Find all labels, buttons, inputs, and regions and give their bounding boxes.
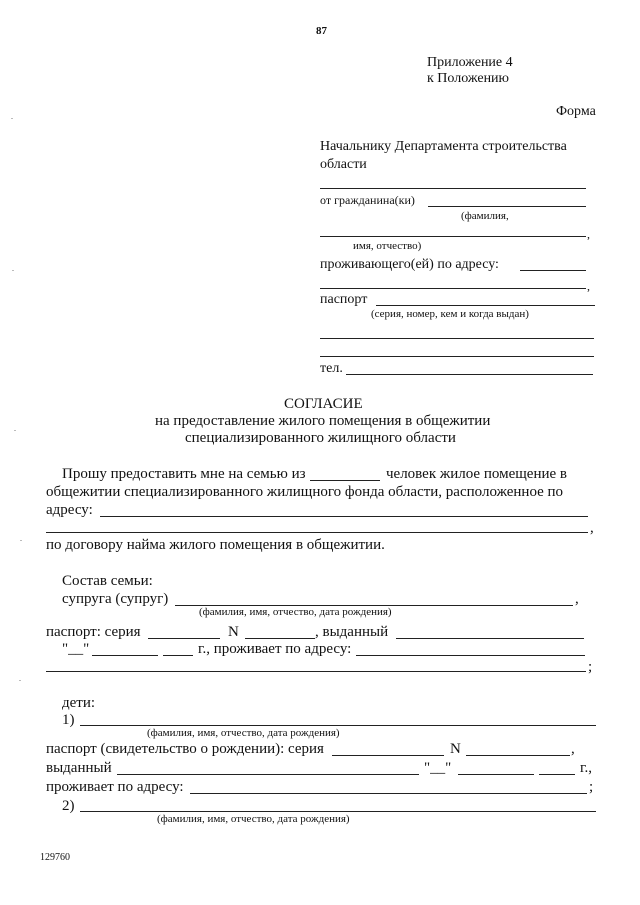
comma: , — [590, 520, 594, 536]
blank-line-child-date-year — [539, 774, 575, 775]
appendix-line-2: к Положению — [427, 71, 510, 86]
child-year-label: г., — [580, 760, 592, 776]
spouse-label: супруга (супруг) — [62, 591, 169, 607]
spouse-end: , — [575, 591, 579, 607]
scan-speck — [11, 118, 13, 119]
addressee-line-2: области — [320, 157, 367, 172]
child-date-quote: "__" — [424, 760, 452, 776]
form-label: Форма — [556, 104, 596, 119]
blank-line-address-1 — [520, 270, 586, 271]
blank-line-spouse-series — [148, 638, 220, 639]
blank-line-passport-3 — [320, 356, 594, 357]
from-citizen-label: от гражданина(ки) — [320, 193, 415, 207]
hint-child-1: (фамилия, имя, отчество, дата рождения) — [147, 727, 340, 739]
scan-speck — [12, 270, 14, 271]
spouse-lives-label: г., проживает по адресу: — [198, 641, 352, 657]
blank-line-housing-address-2 — [46, 532, 588, 533]
hint-child-2: (фамилия, имя, отчество, дата рождения) — [157, 813, 350, 825]
hint-name: имя, отчество) — [353, 240, 422, 252]
blank-line-surname — [428, 206, 586, 207]
child-doc-series-label: паспорт (свидетельство о рождении): серия — [46, 741, 324, 757]
hint-passport: (серия, номер, кем и когда выдан) — [371, 308, 529, 320]
residing-label: проживающего(ей) по адресу: — [320, 257, 499, 272]
comma: , — [587, 279, 590, 293]
family-heading: Состав семьи: — [62, 573, 153, 589]
hint-spouse: (фамилия, имя, отчество, дата рождения) — [199, 606, 392, 618]
spouse-issued-label: , выданный — [315, 624, 389, 640]
scan-speck — [14, 430, 16, 431]
blank-line-spouse-issued — [396, 638, 584, 639]
semicolon: ; — [589, 779, 594, 795]
blank-line-child-date-month — [458, 774, 534, 775]
blank-line-passport-1 — [376, 305, 595, 306]
child-1-number: 1) — [62, 712, 75, 728]
comma: , — [571, 741, 575, 757]
blank-line-addressee — [320, 188, 586, 189]
scan-speck — [20, 540, 22, 541]
blank-line-child-2 — [80, 811, 596, 812]
blank-line-tel — [346, 374, 593, 375]
blank-line-child-address — [190, 793, 587, 794]
blank-line-name — [320, 236, 586, 237]
document-title: СОГЛАСИЕ — [284, 396, 363, 412]
blank-line-child-number — [466, 755, 570, 756]
scan-speck — [19, 680, 21, 681]
blank-line-child-series — [332, 755, 444, 756]
blank-line-child-issued — [117, 774, 419, 775]
footer-code: 129760 — [40, 852, 70, 863]
blank-line-child-1 — [80, 725, 596, 726]
comma: , — [587, 227, 590, 241]
request-text-end: человек жилое помещение в — [386, 466, 567, 482]
child-issued-label: выданный — [46, 760, 112, 776]
blank-line-spouse-address-1 — [356, 655, 585, 656]
request-text-start: Прошу предоставить мне на семью из — [62, 466, 306, 482]
hint-surname: (фамилия, — [461, 210, 509, 222]
blank-line-family-size — [310, 480, 380, 481]
blank-line-address-2 — [320, 288, 586, 289]
child-lives-label: проживает по адресу: — [46, 779, 184, 795]
child-2-number: 2) — [62, 798, 75, 814]
page-number: 87 — [316, 25, 327, 37]
document-subtitle-2: специализированного жилищного области — [185, 430, 456, 446]
blank-line-housing-address-1 — [100, 516, 588, 517]
contract-text: по договору найма жилого помещения в общежитии. — [46, 537, 385, 553]
spouse-number-label: N — [228, 624, 239, 640]
blank-line-spouse-date-year — [163, 655, 193, 656]
addressee-line-1: Начальнику Департамента строительства — [320, 139, 567, 154]
blank-line-spouse-date-month — [92, 655, 158, 656]
semicolon: ; — [588, 659, 593, 675]
child-number-label: N — [450, 741, 461, 757]
blank-line-spouse-address-2 — [46, 671, 586, 672]
passport-label: паспорт — [320, 292, 368, 307]
blank-line-spouse-number — [245, 638, 315, 639]
appendix-line-1: Приложение 4 — [427, 55, 513, 70]
request-text-line-2: общежитии специализированного жилищного фонда области, расположенное по — [46, 484, 564, 500]
spouse-passport-series-label: паспорт: серия — [46, 624, 141, 640]
address-label: адресу: — [46, 502, 93, 518]
children-heading: дети: — [62, 695, 96, 711]
document-subtitle-1: на предоставление жилого помещения в общежитии — [155, 413, 491, 429]
blank-line-passport-2 — [320, 338, 594, 339]
spouse-date-quote: "__" — [62, 641, 90, 657]
tel-label: тел. — [320, 361, 343, 376]
